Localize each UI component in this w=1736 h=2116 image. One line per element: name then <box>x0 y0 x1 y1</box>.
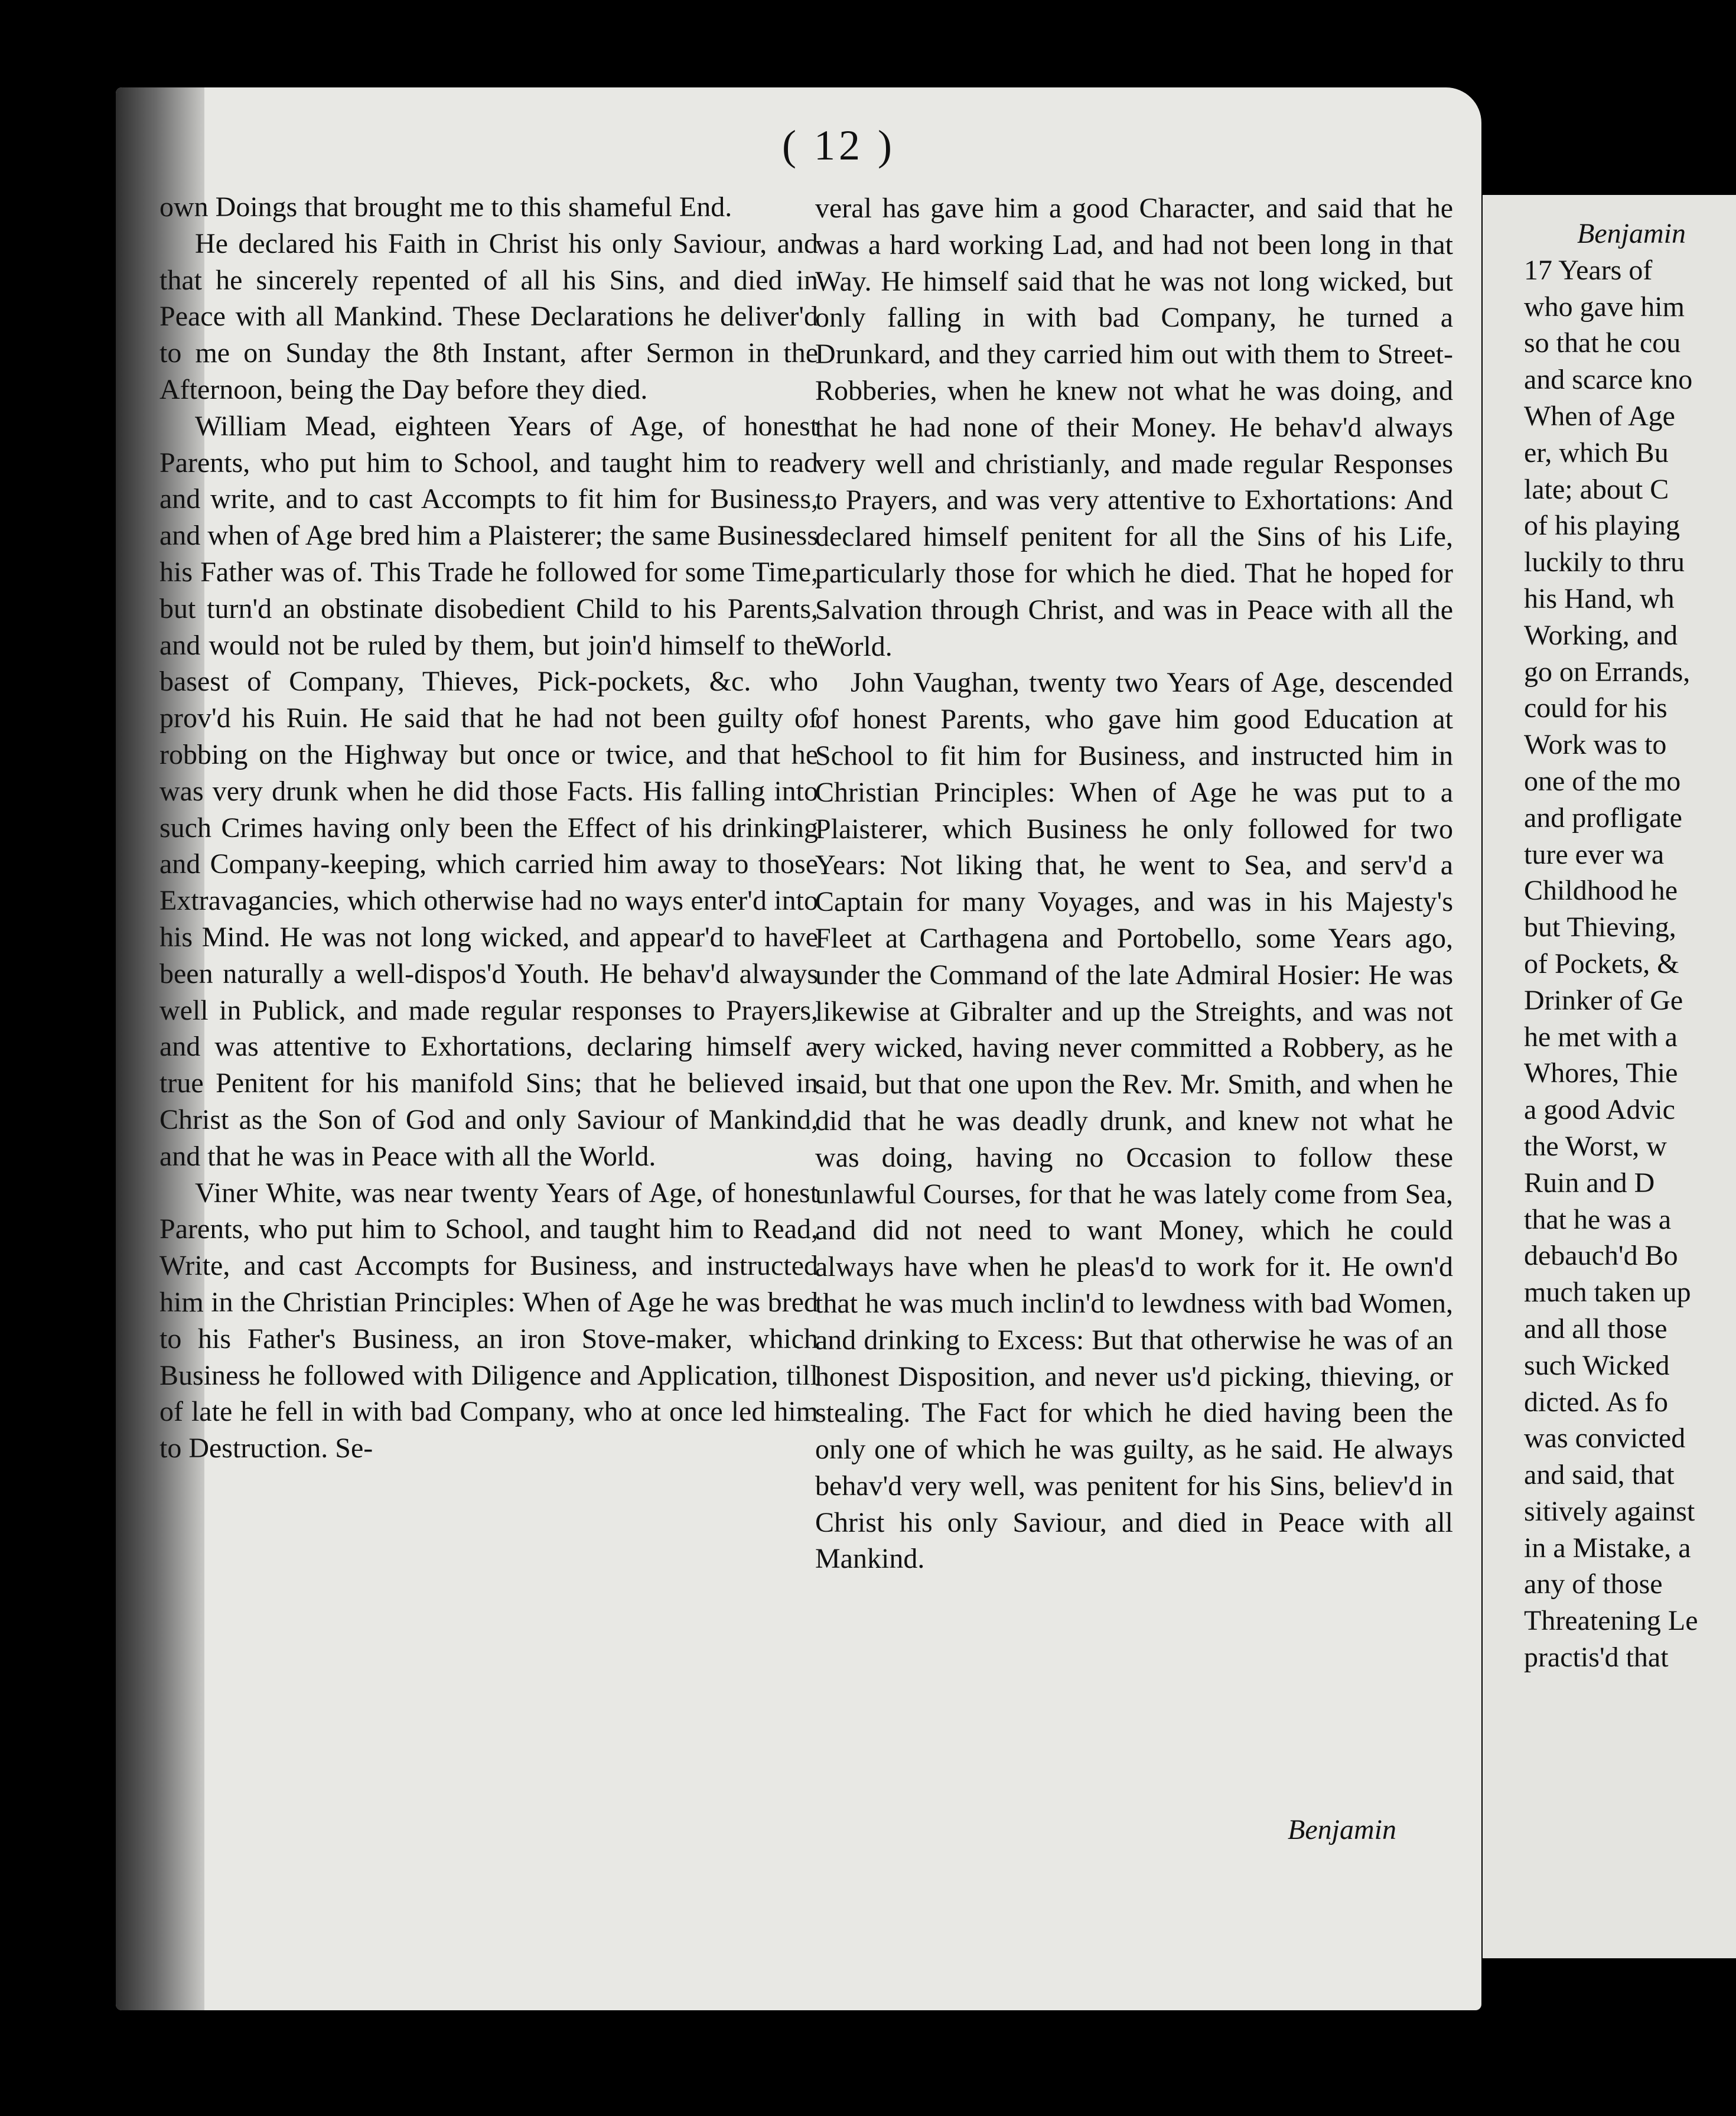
facing-page-line: and scarce kno <box>1524 364 1693 396</box>
facing-page-line: so that he cou <box>1524 327 1681 359</box>
facing-page-line: who gave him <box>1524 291 1685 323</box>
page-number: ( 12 ) <box>782 122 895 169</box>
text-column-left <box>159 189 818 1467</box>
facing-page-line: and said, that <box>1524 1459 1675 1491</box>
facing-page-line: 17 Years of <box>1524 254 1653 286</box>
facing-page-line: luckily to thru <box>1524 546 1685 578</box>
facing-page-line: ture ever wa <box>1524 838 1665 870</box>
facing-page-line: of Pockets, & <box>1524 948 1679 979</box>
facing-page-line: much taken up <box>1524 1277 1691 1308</box>
facing-page-line: Working, and <box>1524 619 1678 651</box>
facing-page-line: one of the mo <box>1524 765 1681 797</box>
facing-page-line: dicted. As fo <box>1524 1386 1668 1418</box>
facing-page-line: Threatening Le <box>1524 1605 1698 1637</box>
facing-page-line: and all those <box>1524 1313 1667 1345</box>
facing-page-line: Drinker of Ge <box>1524 984 1683 1016</box>
facing-page-line: a good Advic <box>1524 1094 1675 1126</box>
paragraph: John Vaughan, twenty two Years of Age, descended of honest Parents, who gave him good Education at School to fit him for Business, and instructed him in Christian Principles: When of Age he was put to a Plaisterer, which Business he only followed for two Years: Not liking that, he went to Sea, and serv'd a Captain for many Voyages, and was in his Majesty's Fleet at Carthagena and Portobello, some Years ago, under the Command of the late Admiral Hosier: He was likewise at Gibralter and up the Streights, and was not very wicked, having never committed a Robbery, as he said, but that one upon the Rev. Mr. Smith, and when he did that he was deadly drunk, and knew not what he was doing, having no Occasion to follow these unlawful Courses, for that he was lately come from Sea, and did not need to want Money, which he could always have when he pleas'd to work for it. He own'd that he was much inclin'd to lewdness with bad Women, and drinking to Excess: But that otherwise he was of an honest Disposition, and never us'd picking, thieving, or stealing. The Fact for which he died having been the only one of which he was guilty, as he said. He always behav'd very well, was penitent for his Sins, believ'd in Christ his only Saviour, and died in Peace with all Mankind. <box>815 667 1453 1575</box>
facing-page-line: debauch'd Bo <box>1524 1240 1678 1272</box>
facing-page-line: of his playing <box>1524 510 1680 542</box>
text-column-facing-page <box>1524 216 1725 1676</box>
facing-page-line: the Worst, w <box>1524 1130 1667 1162</box>
facing-page-line: any of those <box>1524 1568 1663 1600</box>
facing-page-line: practis'd that <box>1524 1642 1669 1674</box>
facing-page-line: and profligate <box>1524 802 1682 834</box>
facing-page-line: such Wicked <box>1524 1349 1670 1381</box>
paragraph: veral has gave him a good Character, and said that he was a hard working Lad, and had not been long in that Way. He himself said that he was not long wicked, but only falling in with bad Company, he turned a Drunkard, and they carried him out with them to Street-Robberies, when he knew not what he was doing, and that he had none of their Money. He behav'd always very well and christianly, and made regular Responses to Prayers, and was very attentive to Exhortations: And declared himself penitent for all the Sins of his Life, particularly those for which he died. That he hoped for Salvation through Christ, and was in Peace with all the World. <box>815 193 1453 662</box>
facing-page-line: Whores, Thie <box>1524 1057 1678 1089</box>
paragraph: William Mead, eighteen Years of Age, of honest Parents, who put him to School, and taught him to read and write, and to cast Accompts to fit him for Business, and when of Age bred him a Plaisterer; the same Business his Father was of. This Trade he followed for some Time, but turn'd an obstinate disobedient Child to his Parents, and would not be ruled by them, but join'd himself to the basest of Company, Thieves, Pick-pockets, &c. who prov'd his Ruin. He said that he had not been guilty of robbing on the Highway but once or twice, and that he was very drunk when he did those Facts. His falling into such Crimes having only been the Effect of his drinking and Company-keeping, which carried him away to those Extravagancies, which otherwise had no ways enter'd into his Mind. He was not long wicked, and appear'd to have been naturally a well-dispos'd Youth. He behav'd always well in Publick, and made regular responses to Prayers, and was attentive to Exhortations, declaring himself a true Penitent for his manifold Sins; that he believed in Christ as the Son of God and only Saviour of Mankind, and that he was in Peace with all the World. <box>159 410 818 1172</box>
facing-page-line: in a Mistake, a <box>1524 1532 1691 1564</box>
text-column-middle <box>815 190 1453 1577</box>
facing-page-line: Childhood he <box>1524 875 1678 907</box>
facing-page-line: that he was a <box>1524 1203 1672 1235</box>
facing-page-line: go on Errands, <box>1524 656 1691 688</box>
facing-page-line: his Hand, wh <box>1524 582 1675 614</box>
facing-page-line: sitively against <box>1524 1495 1695 1527</box>
paragraph: Viner White, was near twenty Years of Age, of honest Parents, who put him to School, and taught him to Read, Write, and cast Accompts for Business, and instructed him in the Christian Principles: When of Age he was bred to his Father's Business, an iron Stove-maker, which Business he followed with Diligence and Application, till of late he fell in with bad Company, who at once led him to Destruction. Se- <box>159 1177 818 1464</box>
catchword: Benjamin <box>1288 1814 1396 1845</box>
facing-page-line: could for his <box>1524 692 1667 724</box>
facing-page-line: he met with a <box>1524 1021 1678 1053</box>
facing-page-line: When of Age <box>1524 400 1675 432</box>
facing-page-line: Work was to <box>1524 729 1667 761</box>
facing-page-head-word: Benjamin <box>1577 218 1686 249</box>
paragraph: He declared his Faith in Christ his only Saviour, and that he sincerely repented of all his Sins, and died in Peace with all Mankind. These Declarations he deliver'd to me on Sunday the 8th Instant, after Sermon in the Afternoon, being the Day before they died. <box>159 227 818 405</box>
paragraph: own Doings that brought me to this shameful End. <box>159 191 732 223</box>
facing-page-line: Ruin and D <box>1524 1167 1655 1199</box>
facing-page-line: er, which Bu <box>1524 437 1669 468</box>
facing-page-line: but Thieving, <box>1524 911 1676 943</box>
facing-page-line: late; about C <box>1524 473 1669 505</box>
facing-page-line: was convicted <box>1524 1422 1686 1454</box>
